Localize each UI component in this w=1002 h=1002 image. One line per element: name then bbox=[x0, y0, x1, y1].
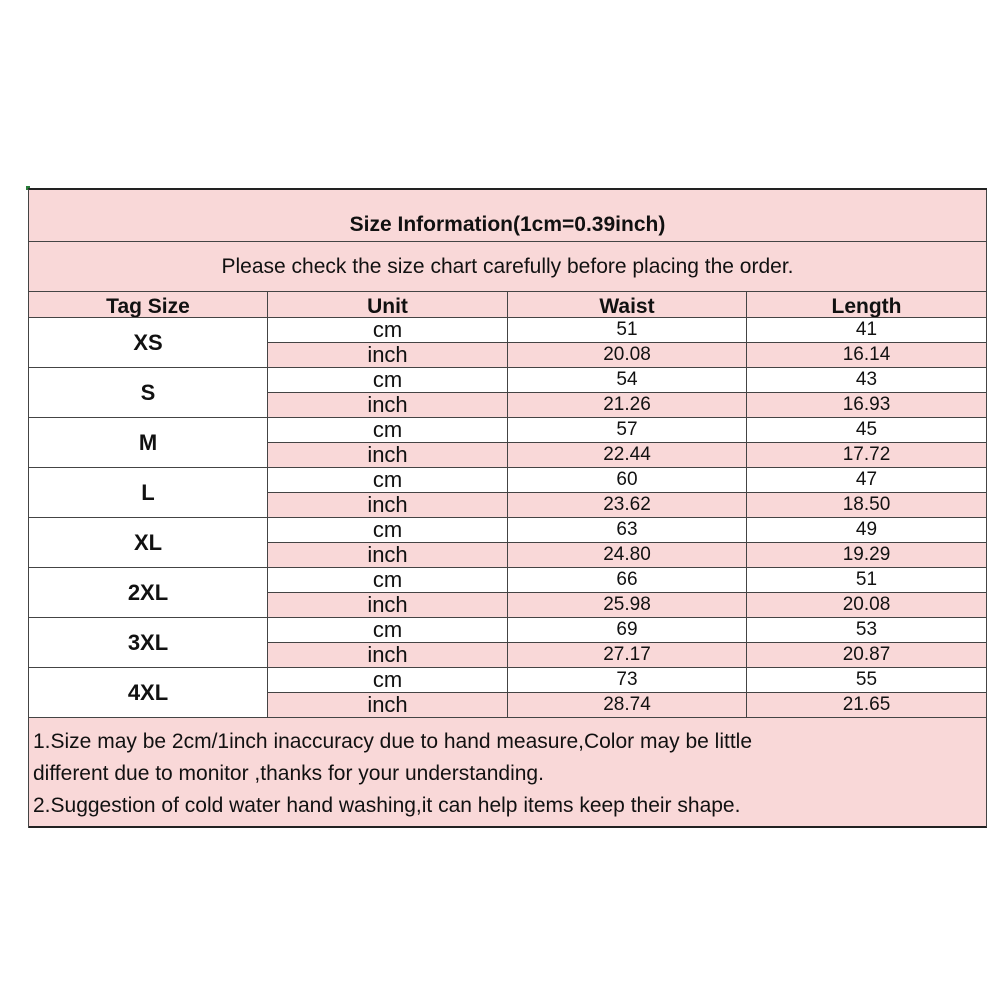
unit-cell: cm bbox=[268, 618, 508, 643]
tag-size-cell: M bbox=[29, 418, 268, 468]
length-cell: 20.08 bbox=[747, 593, 987, 618]
table-row bbox=[268, 693, 987, 718]
size-group bbox=[29, 668, 987, 718]
unit-cell: inch bbox=[268, 543, 508, 568]
waist-cell: 54 bbox=[508, 368, 747, 393]
length-cell: 45 bbox=[747, 418, 987, 443]
table-row bbox=[268, 568, 987, 593]
size-group bbox=[29, 618, 987, 668]
table-row bbox=[268, 368, 987, 393]
waist-cell: 23.62 bbox=[508, 493, 747, 518]
waist-cell: 28.74 bbox=[508, 693, 747, 718]
size-chart-table bbox=[28, 188, 987, 828]
length-cell: 18.50 bbox=[747, 493, 987, 518]
unit-cell: cm bbox=[268, 418, 508, 443]
table-row bbox=[268, 518, 987, 543]
unit-cell: cm bbox=[268, 468, 508, 493]
size-group bbox=[29, 318, 987, 368]
tag-size-cell: 4XL bbox=[29, 668, 268, 718]
unit-cell: cm bbox=[268, 568, 508, 593]
waist-cell: 27.17 bbox=[508, 643, 747, 668]
tag-size-cell: XL bbox=[29, 518, 268, 568]
table-row bbox=[268, 618, 987, 643]
length-cell: 55 bbox=[747, 668, 987, 693]
table-row bbox=[268, 643, 987, 668]
waist-cell: 63 bbox=[508, 518, 747, 543]
waist-cell: 60 bbox=[508, 468, 747, 493]
waist-cell: 51 bbox=[508, 318, 747, 343]
subtitle-row bbox=[29, 242, 987, 292]
header-waist: Waist bbox=[508, 292, 747, 318]
unit-cell: cm bbox=[268, 518, 508, 543]
tag-size-cell: 3XL bbox=[29, 618, 268, 668]
unit-cell: inch bbox=[268, 693, 508, 718]
table-row bbox=[268, 668, 987, 693]
size-group bbox=[29, 468, 987, 518]
table-row bbox=[268, 343, 987, 368]
length-cell: 51 bbox=[747, 568, 987, 593]
table-row bbox=[268, 468, 987, 493]
unit-cell: inch bbox=[268, 343, 508, 368]
length-cell: 41 bbox=[747, 318, 987, 343]
unit-cell: cm bbox=[268, 368, 508, 393]
unit-cell: cm bbox=[268, 318, 508, 343]
size-group bbox=[29, 368, 987, 418]
note-line: 2.Suggestion of cold water hand washing,it can help items keep their shape. bbox=[33, 794, 741, 817]
waist-cell: 20.08 bbox=[508, 343, 747, 368]
title-row bbox=[29, 190, 987, 242]
length-cell: 20.87 bbox=[747, 643, 987, 668]
header-length: Length bbox=[747, 292, 987, 318]
unit-cell: cm bbox=[268, 668, 508, 693]
header-tag-size: Tag Size bbox=[29, 292, 268, 318]
length-cell: 16.93 bbox=[747, 393, 987, 418]
table-row bbox=[268, 543, 987, 568]
length-cell: 21.65 bbox=[747, 693, 987, 718]
tag-size-cell: XS bbox=[29, 318, 268, 368]
waist-cell: 21.26 bbox=[508, 393, 747, 418]
header-row bbox=[29, 292, 987, 318]
waist-cell: 69 bbox=[508, 618, 747, 643]
size-rows bbox=[29, 318, 987, 718]
unit-cell: inch bbox=[268, 393, 508, 418]
table-row bbox=[268, 593, 987, 618]
table-row bbox=[268, 493, 987, 518]
length-cell: 19.29 bbox=[747, 543, 987, 568]
length-cell: 43 bbox=[747, 368, 987, 393]
unit-cell: inch bbox=[268, 443, 508, 468]
table-row bbox=[268, 318, 987, 343]
note-line: 1.Size may be 2cm/1inch inaccuracy due to hand measure,Color may be little bbox=[33, 730, 753, 753]
unit-cell: inch bbox=[268, 593, 508, 618]
length-cell: 53 bbox=[747, 618, 987, 643]
table-row bbox=[268, 443, 987, 468]
table-row bbox=[268, 418, 987, 443]
waist-cell: 25.98 bbox=[508, 593, 747, 618]
notes-section bbox=[29, 718, 987, 828]
size-group bbox=[29, 418, 987, 468]
size-group bbox=[29, 568, 987, 618]
tag-size-cell: 2XL bbox=[29, 568, 268, 618]
table-row bbox=[268, 393, 987, 418]
waist-cell: 73 bbox=[508, 668, 747, 693]
length-cell: 16.14 bbox=[747, 343, 987, 368]
unit-cell: inch bbox=[268, 643, 508, 668]
waist-cell: 24.80 bbox=[508, 543, 747, 568]
unit-cell: inch bbox=[268, 493, 508, 518]
note-line: different due to monitor ,thanks for your understanding. bbox=[33, 762, 544, 785]
length-cell: 49 bbox=[747, 518, 987, 543]
table-title: Size Information(1cm=0.39inch) bbox=[29, 190, 987, 242]
length-cell: 17.72 bbox=[747, 443, 987, 468]
table-subtitle: Please check the size chart carefully before placing the order. bbox=[29, 242, 987, 292]
tag-size-cell: L bbox=[29, 468, 268, 518]
tag-size-cell: S bbox=[29, 368, 268, 418]
waist-cell: 22.44 bbox=[508, 443, 747, 468]
length-cell: 47 bbox=[747, 468, 987, 493]
waist-cell: 57 bbox=[508, 418, 747, 443]
header-unit: Unit bbox=[268, 292, 508, 318]
size-group bbox=[29, 518, 987, 568]
waist-cell: 66 bbox=[508, 568, 747, 593]
